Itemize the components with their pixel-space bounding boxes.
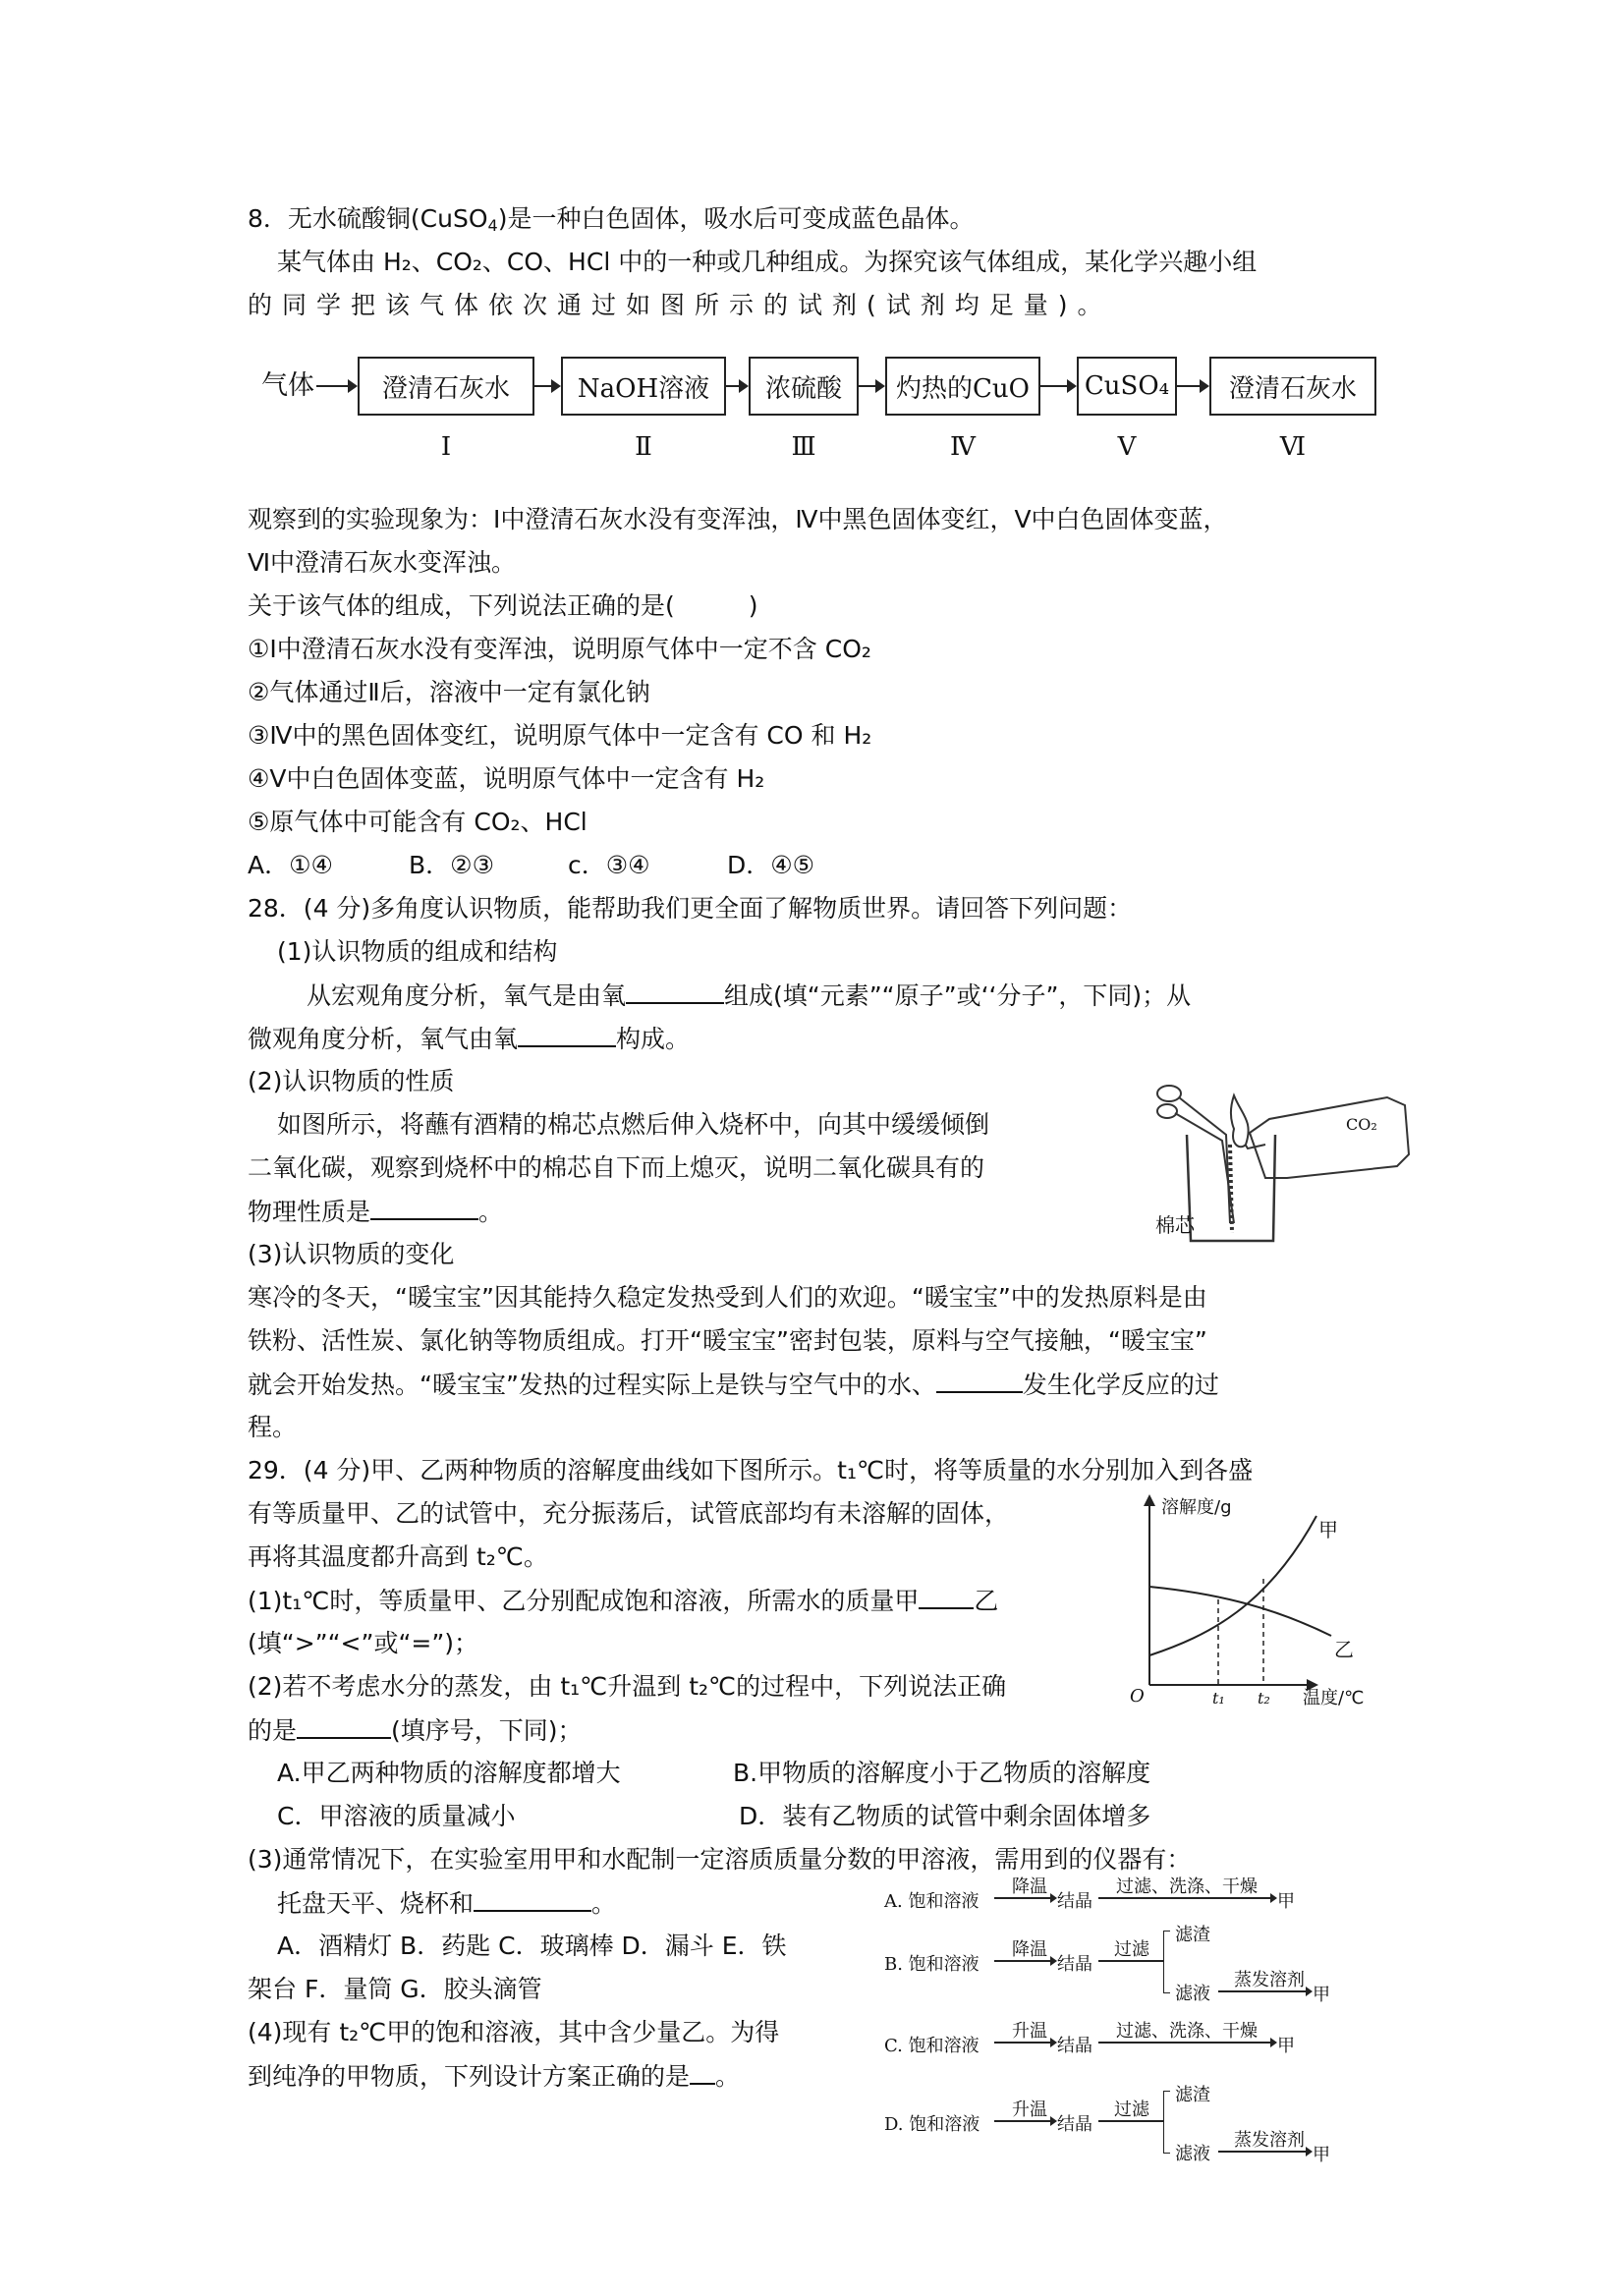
q28-part1-line1: 从宏观角度分析，氧气是由氧 组成(填“元素”“原子”或‘‘分子”，下同)；从: [307, 981, 1192, 1010]
q29-sub3-line3: A．酒精灯 B．药匙 C．玻璃棒 D．漏斗 E．铁: [277, 1932, 787, 1960]
flow-box-4: 灼热的CuO: [885, 357, 1040, 416]
graph-x-label: 温度/℃: [1303, 1688, 1365, 1708]
wick-label: 棉芯: [1155, 1213, 1195, 1237]
scheme-arrow: [1218, 1990, 1311, 1992]
scheme-arrow: [1098, 2042, 1275, 2044]
graph-origin-label: O: [1130, 1686, 1145, 1707]
q8-line1: 8．无水硫酸铜(CuSO$_4$)是一种白色固体，吸水后可变成蓝色晶体。: [248, 204, 975, 235]
graph-y-label: 溶解度/g: [1161, 1497, 1232, 1518]
graph-t1-label: t₁: [1212, 1689, 1225, 1708]
flow-box-5: CuSO₄: [1077, 357, 1177, 416]
q29-heading: 29．(4 分)甲、乙两种物质的溶解度曲线如下图所示。t₁℃时，将等质量的水分别加入到各盛: [248, 1456, 1254, 1484]
answer-blank[interactable]: [936, 1370, 1023, 1393]
q8-line3: 的同学把该气体依次通过如图所示的试剂(试剂均足量)。: [248, 291, 1112, 319]
q29-sub2-option-b: B.甲物质的溶解度小于乙物质的溶解度: [733, 1759, 1151, 1787]
q28-part2-title: (2)认识物质的性质: [248, 1067, 455, 1095]
scheme-bracket: [1163, 1931, 1170, 1993]
scheme-arrow: [1218, 2151, 1311, 2153]
answer-blank[interactable]: [626, 980, 724, 1004]
answer-blank[interactable]: [474, 1888, 591, 1912]
flow-box-1: 澄清石灰水: [358, 357, 534, 416]
co2-bottle: [1242, 1097, 1409, 1178]
q8-stem: 关于该气体的组成，下列说法正确的是( ): [248, 591, 758, 620]
flow-arrow: [859, 385, 883, 387]
flow-numeral-5: Ⅴ: [1117, 432, 1137, 462]
flame: [1231, 1095, 1249, 1147]
q29-sub3-line1: (3)通常情况下，在实验室用甲和水配制一定溶质质量分数的甲溶液，需用到的仪器有：: [248, 1845, 1192, 1874]
graph-t2-label: t₂: [1258, 1689, 1270, 1708]
q8-observation-1: 观察到的实验现象为：Ⅰ中澄清石灰水没有变浑浊，Ⅳ中黑色固体变红，Ⅴ中白色固体变蓝，: [248, 505, 1228, 533]
q8-observation-2: Ⅵ中澄清石灰水变浑浊。: [248, 548, 517, 577]
graph-yi-label: 乙: [1334, 1638, 1354, 1661]
q28-part3-title: (3)认识物质的变化: [248, 1240, 455, 1268]
scheme-arrow: [994, 2120, 1055, 2122]
q28-part2-line3: 物理性质是 。: [248, 1198, 504, 1226]
q29-sub3-line4: 架台 F．量筒 G．胶头滴管: [248, 1975, 542, 2003]
q29-sub1-line1: (1)t₁℃时，等质量甲、乙分别配成饱和溶液，所需水的质量甲 乙: [248, 1587, 999, 1615]
flow-arrow: [726, 385, 747, 387]
flow-numeral-4: Ⅳ: [950, 432, 976, 462]
q29-line2: 有等质量甲、乙的试管中，充分振荡后，试管底部均有未溶解的固体，: [248, 1499, 1010, 1528]
q8-option-b: B．②③: [409, 851, 494, 879]
q28-part3-line1: 寒冷的冬天，“暖宝宝”因其能持久稳定发热受到人们的欢迎。“暖宝宝”中的发热原料是由: [248, 1283, 1207, 1312]
answer-blank[interactable]: [297, 1715, 391, 1739]
curve-jia: [1149, 1516, 1316, 1655]
q8-statement-1: ①Ⅰ中澄清石灰水没有变浑浊，说明原气体中一定不含 CO₂: [248, 635, 871, 663]
answer-blank[interactable]: [370, 1197, 478, 1220]
q28-part3-line4: 程。: [248, 1413, 298, 1441]
flow-numeral-2: Ⅱ: [635, 432, 652, 462]
flow-box-2: NaOH溶液: [561, 357, 726, 416]
flow-numeral-3: Ⅲ: [791, 432, 816, 462]
q8-statement-4: ④Ⅴ中白色固体变蓝，说明原气体中一定含有 H₂: [248, 764, 765, 793]
graph-jia-label: 甲: [1318, 1518, 1338, 1541]
flow-arrow: [316, 385, 356, 387]
q8-option-a: A．①④: [248, 851, 333, 879]
flow-arrow: [1177, 385, 1207, 387]
solubility-graph: [1120, 1488, 1385, 1705]
q8-option-d: D．④⑤: [727, 851, 815, 879]
flow-box-3: 浓硫酸: [749, 357, 859, 416]
scheme-arrow: [994, 2042, 1055, 2044]
q28-part2-line2: 二氧化碳，观察到烧杯中的棉芯自下而上熄灭，说明二氧化碳具有的: [248, 1153, 985, 1182]
flow-start-label: 气体: [261, 370, 314, 401]
answer-blank[interactable]: [919, 1586, 974, 1609]
flow-arrow: [534, 385, 559, 387]
q28-heading: 28．(4 分)多角度认识物质，能帮助我们更全面了解物质世界。请回答下列问题：: [248, 894, 1133, 923]
scheme-arrow: [994, 1897, 1055, 1899]
q29-sub4-line1: (4)现有 t₂℃甲的饱和溶液，其中含少量乙。为得: [248, 2018, 780, 2046]
q29-sub3-line2: 托盘天平、烧杯和 。: [277, 1889, 617, 1918]
co2-bottle-label: CO₂: [1346, 1115, 1377, 1134]
q29-sub1-line2: (填“>”“<”或“=”)；: [248, 1629, 479, 1657]
flow-numeral-6: Ⅵ: [1279, 432, 1307, 462]
q8-statement-5: ⑤原气体中可能含有 CO₂、HCl: [248, 808, 588, 836]
q29-line3: 再将其温度都升高到 t₂℃。: [248, 1542, 548, 1571]
q28-part2-line1: 如图所示，将蘸有酒精的棉芯点燃后伸入烧杯中，向其中缓缓倾倒: [277, 1110, 990, 1139]
scheme-bracket: [1163, 2091, 1170, 2154]
q28-part1-title: (1)认识物质的组成和结构: [277, 937, 558, 966]
q8-option-c: c．③④: [568, 851, 650, 879]
flow-box-6: 澄清石灰水: [1209, 357, 1376, 416]
q8-statement-2: ②气体通过Ⅱ后，溶液中一定有氯化钠: [248, 678, 650, 706]
q8-statement-3: ③Ⅳ中的黑色固体变红，说明原气体中一定含有 CO 和 H₂: [248, 721, 872, 750]
scheme-arrow: [1098, 1897, 1275, 1899]
q29-sub2-line2: 的是 (填序号，下同)；: [248, 1716, 583, 1745]
q29-sub2-option-a: A.甲乙两种物质的溶解度都增大: [277, 1759, 621, 1787]
flow-arrow: [1040, 385, 1075, 387]
answer-blank[interactable]: [518, 1024, 616, 1047]
scheme-arrow: [994, 1960, 1055, 1962]
q28-part3-line3: 就会开始发热。“暖宝宝”发热的过程实际上是铁与空气中的水、 发生化学反应的过: [248, 1371, 1219, 1399]
answer-blank[interactable]: [690, 2061, 715, 2085]
flow-numeral-1: Ⅰ: [440, 432, 452, 462]
q29-sub2-option-d: D．装有乙物质的试管中剩余固体增多: [739, 1802, 1151, 1830]
q8-line2: 某气体由 H₂、CO₂、CO、HCl 中的一种或几种组成。为探究该气体组成，某化学兴趣小组: [277, 248, 1258, 276]
q29-sub4-line2: 到纯净的甲物质，下列设计方案正确的是 。: [248, 2062, 741, 2091]
q29-sub2-line1: (2)若不考虑水分的蒸发，由 t₁℃升温到 t₂℃的过程中，下列说法正确: [248, 1672, 1007, 1701]
tongs: [1157, 1086, 1234, 1223]
q29-sub2-option-c: C．甲溶液的质量减小: [277, 1802, 516, 1830]
curve-yi: [1149, 1587, 1331, 1636]
q28-part3-line2: 铁粉、活性炭、氯化钠等物质组成。打开“暖宝宝”密封包装，原料与空气接触，“暖宝宝”: [248, 1326, 1207, 1355]
q28-part1-line2: 微观角度分析，氧气由氧 构成。: [248, 1025, 691, 1053]
